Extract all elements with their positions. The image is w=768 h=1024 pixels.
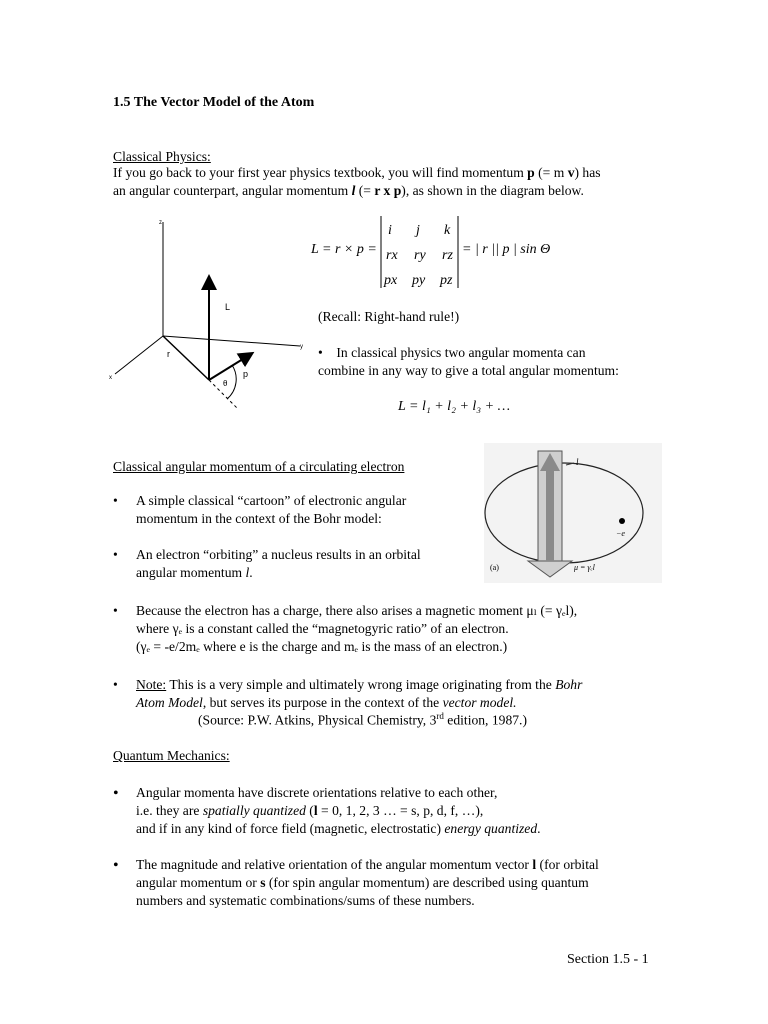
z-axis-label: z	[159, 220, 162, 226]
matrix-ry: ry	[414, 248, 426, 263]
matrix-k: k	[444, 223, 451, 238]
sum-equation: L = l₁ + l₂ + l₃ + …	[398, 399, 511, 414]
bohr-orbit-figure	[484, 443, 662, 583]
page-footer: Section 1.5 - 1	[567, 952, 649, 967]
angular-momentum-vector-diagram	[105, 212, 315, 422]
classical-physics-heading: Classical Physics:	[113, 149, 211, 164]
matrix-j: j	[416, 223, 420, 238]
page-title: 1.5 The Vector Model of the Atom	[113, 95, 315, 110]
magnetic-line-1: Because the electron has a charge, there also arises a magnetic moment μₗ (= γₑl),	[136, 603, 578, 618]
orbit-bullet-line-2: angular momentum l.	[136, 565, 253, 580]
note-line-2: Atom Model, but serves its purpose in the context of the vector model.	[136, 695, 517, 710]
fig-label-a: (a)	[490, 563, 499, 572]
cross-product-rhs: = | r || p | sin Θ	[462, 242, 551, 257]
magnetic-line-3: (γₑ = -e/2mₑ where e is the charge and mₑ is the mass of an electron.)	[136, 639, 508, 654]
bullet-marker: •	[113, 493, 118, 508]
fig-label-mu: μ = γₑl	[574, 563, 595, 572]
theta-arc	[227, 365, 236, 399]
L-label: L	[225, 302, 231, 312]
bullet-marker: •	[113, 785, 119, 802]
theta-label: θ	[223, 379, 228, 388]
matrix-rz: rz	[442, 248, 453, 263]
bullet-marker: •	[113, 677, 118, 692]
bullet-marker: •	[113, 603, 118, 618]
figure-background	[484, 443, 662, 583]
x-axis	[115, 336, 163, 374]
note-source: (Source: P.W. Atkins, Physical Chemistry, 3rd edition, 1987.)	[198, 711, 527, 728]
angular-momentum-arrow-shaft	[546, 469, 554, 561]
p-label: p	[243, 369, 249, 379]
matrix-i: i	[388, 223, 392, 238]
y-axis-label: y	[300, 344, 303, 350]
note-line-1: Note: This is a very simple and ultimately wrong image originating from the Bohr	[136, 677, 583, 692]
quantum-b2-line-2: angular momentum or s (for spin angular momentum) are described using quantum	[136, 875, 589, 890]
cartoon-bullet-line-2: momentum in the context of the Bohr model:	[136, 511, 382, 526]
matrix-rx: rx	[386, 248, 398, 263]
circulating-electron-heading: Classical angular momentum of a circulating electron	[113, 459, 405, 474]
quantum-b2-line-3: numbers and systematic combinations/sums of these numbers.	[136, 893, 475, 908]
bullet-marker: •	[113, 857, 119, 874]
r-label: r	[167, 349, 170, 359]
fig-label-electron: −e	[616, 529, 625, 538]
combine-line-2: combine in any way to give a total angular momentum:	[318, 363, 619, 378]
orbit-bullet-line-1: An electron “orbiting” a nucleus results in an orbital	[136, 547, 421, 562]
recall-note: (Recall: Right-hand rule!)	[318, 309, 460, 324]
classical-intro-line-2: an angular counterpart, angular momentum l (= r x p), as shown in the diagram below.	[113, 183, 584, 198]
fig-label-l: l	[576, 457, 579, 467]
determinant-matrix	[378, 214, 464, 290]
classical-intro-line-1: If you go back to your first year physics textbook, you will find momentum p (= m v) has	[113, 165, 601, 180]
cross-product-lhs: L = r × p =	[311, 242, 377, 257]
electron-dot	[619, 518, 625, 524]
matrix-pz: pz	[440, 273, 453, 288]
matrix-py: py	[412, 273, 426, 288]
quantum-b1-line-3: and if in any kind of force field (magnetic, electrostatic) energy quantized.	[136, 821, 541, 836]
quantum-b1-line-1: Angular momenta have discrete orientations relative to each other,	[136, 785, 498, 800]
y-axis	[163, 336, 300, 346]
x-axis-label: x	[109, 375, 112, 381]
quantum-b2-line-1: The magnitude and relative orientation of the angular momentum vector l (for orbital	[136, 857, 599, 872]
cartoon-bullet-line-1: A simple classical “cartoon” of electronic angular	[136, 493, 407, 508]
quantum-mechanics-heading: Quantum Mechanics:	[113, 748, 230, 763]
matrix-px: px	[384, 273, 398, 288]
magnetic-line-2: where γₑ is a constant called the “magnetogyric ratio” of an electron.	[136, 621, 509, 636]
bullet-marker: •	[113, 547, 118, 562]
combine-bullet: • In classical physics two angular momenta can	[318, 345, 586, 360]
quantum-b1-line-2: i.e. they are spatially quantized (l = 0, 1, 2, 3 … = s, p, d, f, …),	[136, 803, 484, 818]
